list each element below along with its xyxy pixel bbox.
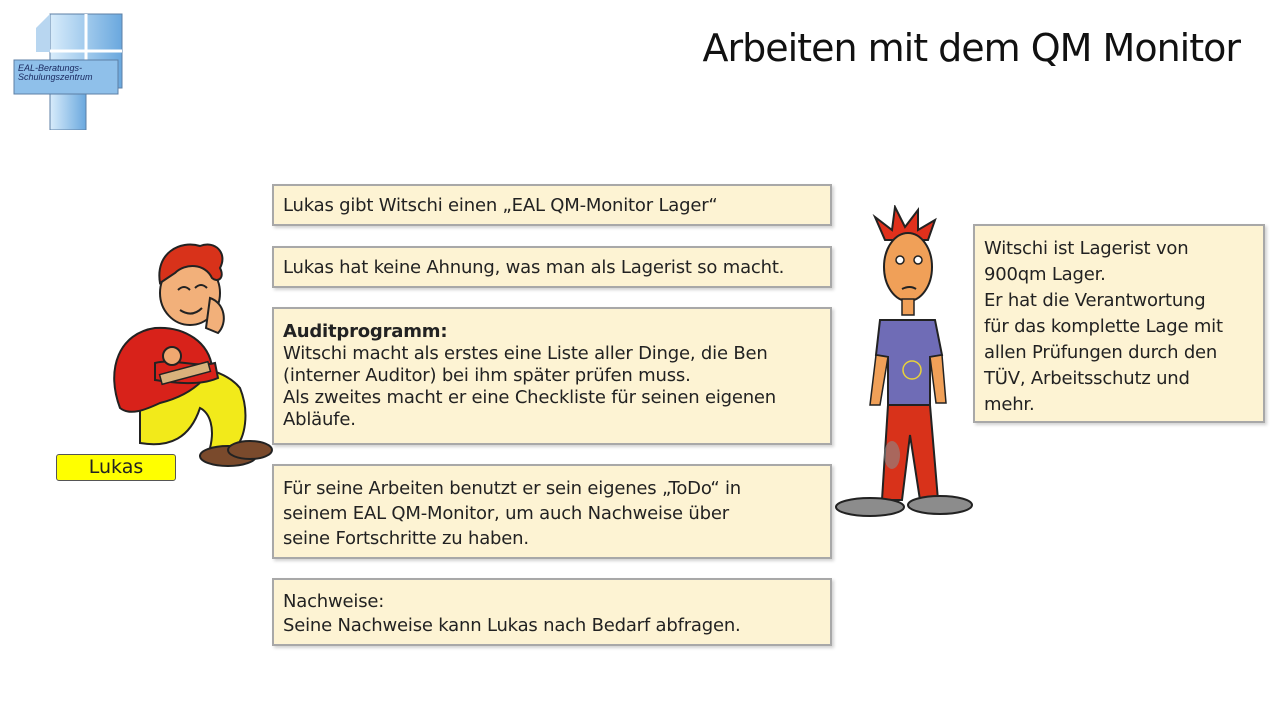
nachweise-heading: Nachweise: [283, 591, 385, 612]
info-box-todo [272, 464, 832, 559]
info-box-auditprogramm [272, 307, 832, 445]
witschi-line-7: mehr. [984, 394, 1035, 415]
info-box-no-idea [272, 246, 832, 288]
todo-line-2: seinem EAL QM-Monitor, um auch Nachweise über [283, 503, 729, 524]
witschi-line-2: 900qm Lager. [984, 264, 1106, 285]
witschi-line-4: für das komplette Lage mit [984, 316, 1223, 337]
info-box-witschi [973, 224, 1265, 423]
auditprogramm-line-4: Abläufe. [283, 409, 356, 430]
todo-line-3: seine Fortschritte zu haben. [283, 528, 529, 549]
todo-line-1: Für seine Arbeiten benutzt er sein eigenes „ToDo“ in [283, 478, 741, 499]
witschi-line-5: allen Prüfungen durch den [984, 342, 1218, 363]
auditprogramm-line-2: (interner Auditor) bei ihm später prüfen muss. [283, 365, 691, 386]
info-box-handover [272, 184, 832, 226]
lukas-name-label: Lukas [56, 454, 176, 481]
lukas-illustration [100, 238, 280, 483]
witschi-line-3: Er hat die Verantwortung [984, 290, 1206, 311]
info-box-nachweise [272, 578, 832, 646]
auditprogramm-line-1: Witschi macht als erstes eine Liste aller Dinge, die Ben [283, 343, 768, 364]
auditprogramm-line-3: Als zweites macht er eine Checkliste für seinen eigenen [283, 387, 777, 408]
logo-text [18, 64, 93, 82]
no-idea-text: Lukas hat keine Ahnung, was man als Lagerist so macht. [283, 257, 785, 278]
witschi-illustration [830, 205, 980, 525]
handover-text: Lukas gibt Witschi einen „EAL QM-Monitor Lager“ [283, 195, 718, 216]
logo-line-2: Schulungszentrum [18, 72, 93, 82]
auditprogramm-heading: Auditprogramm: [283, 321, 448, 342]
logo-line-1: EAL-Beratungs- [18, 63, 83, 73]
slide-title: Arbeiten mit dem QM Monitor [702, 26, 1240, 70]
witschi-line-6: TÜV, Arbeitsschutz und [984, 368, 1190, 389]
witschi-line-1: Witschi ist Lagerist von [984, 238, 1189, 259]
nachweise-text: Seine Nachweise kann Lukas nach Bedarf abfragen. [283, 615, 741, 636]
